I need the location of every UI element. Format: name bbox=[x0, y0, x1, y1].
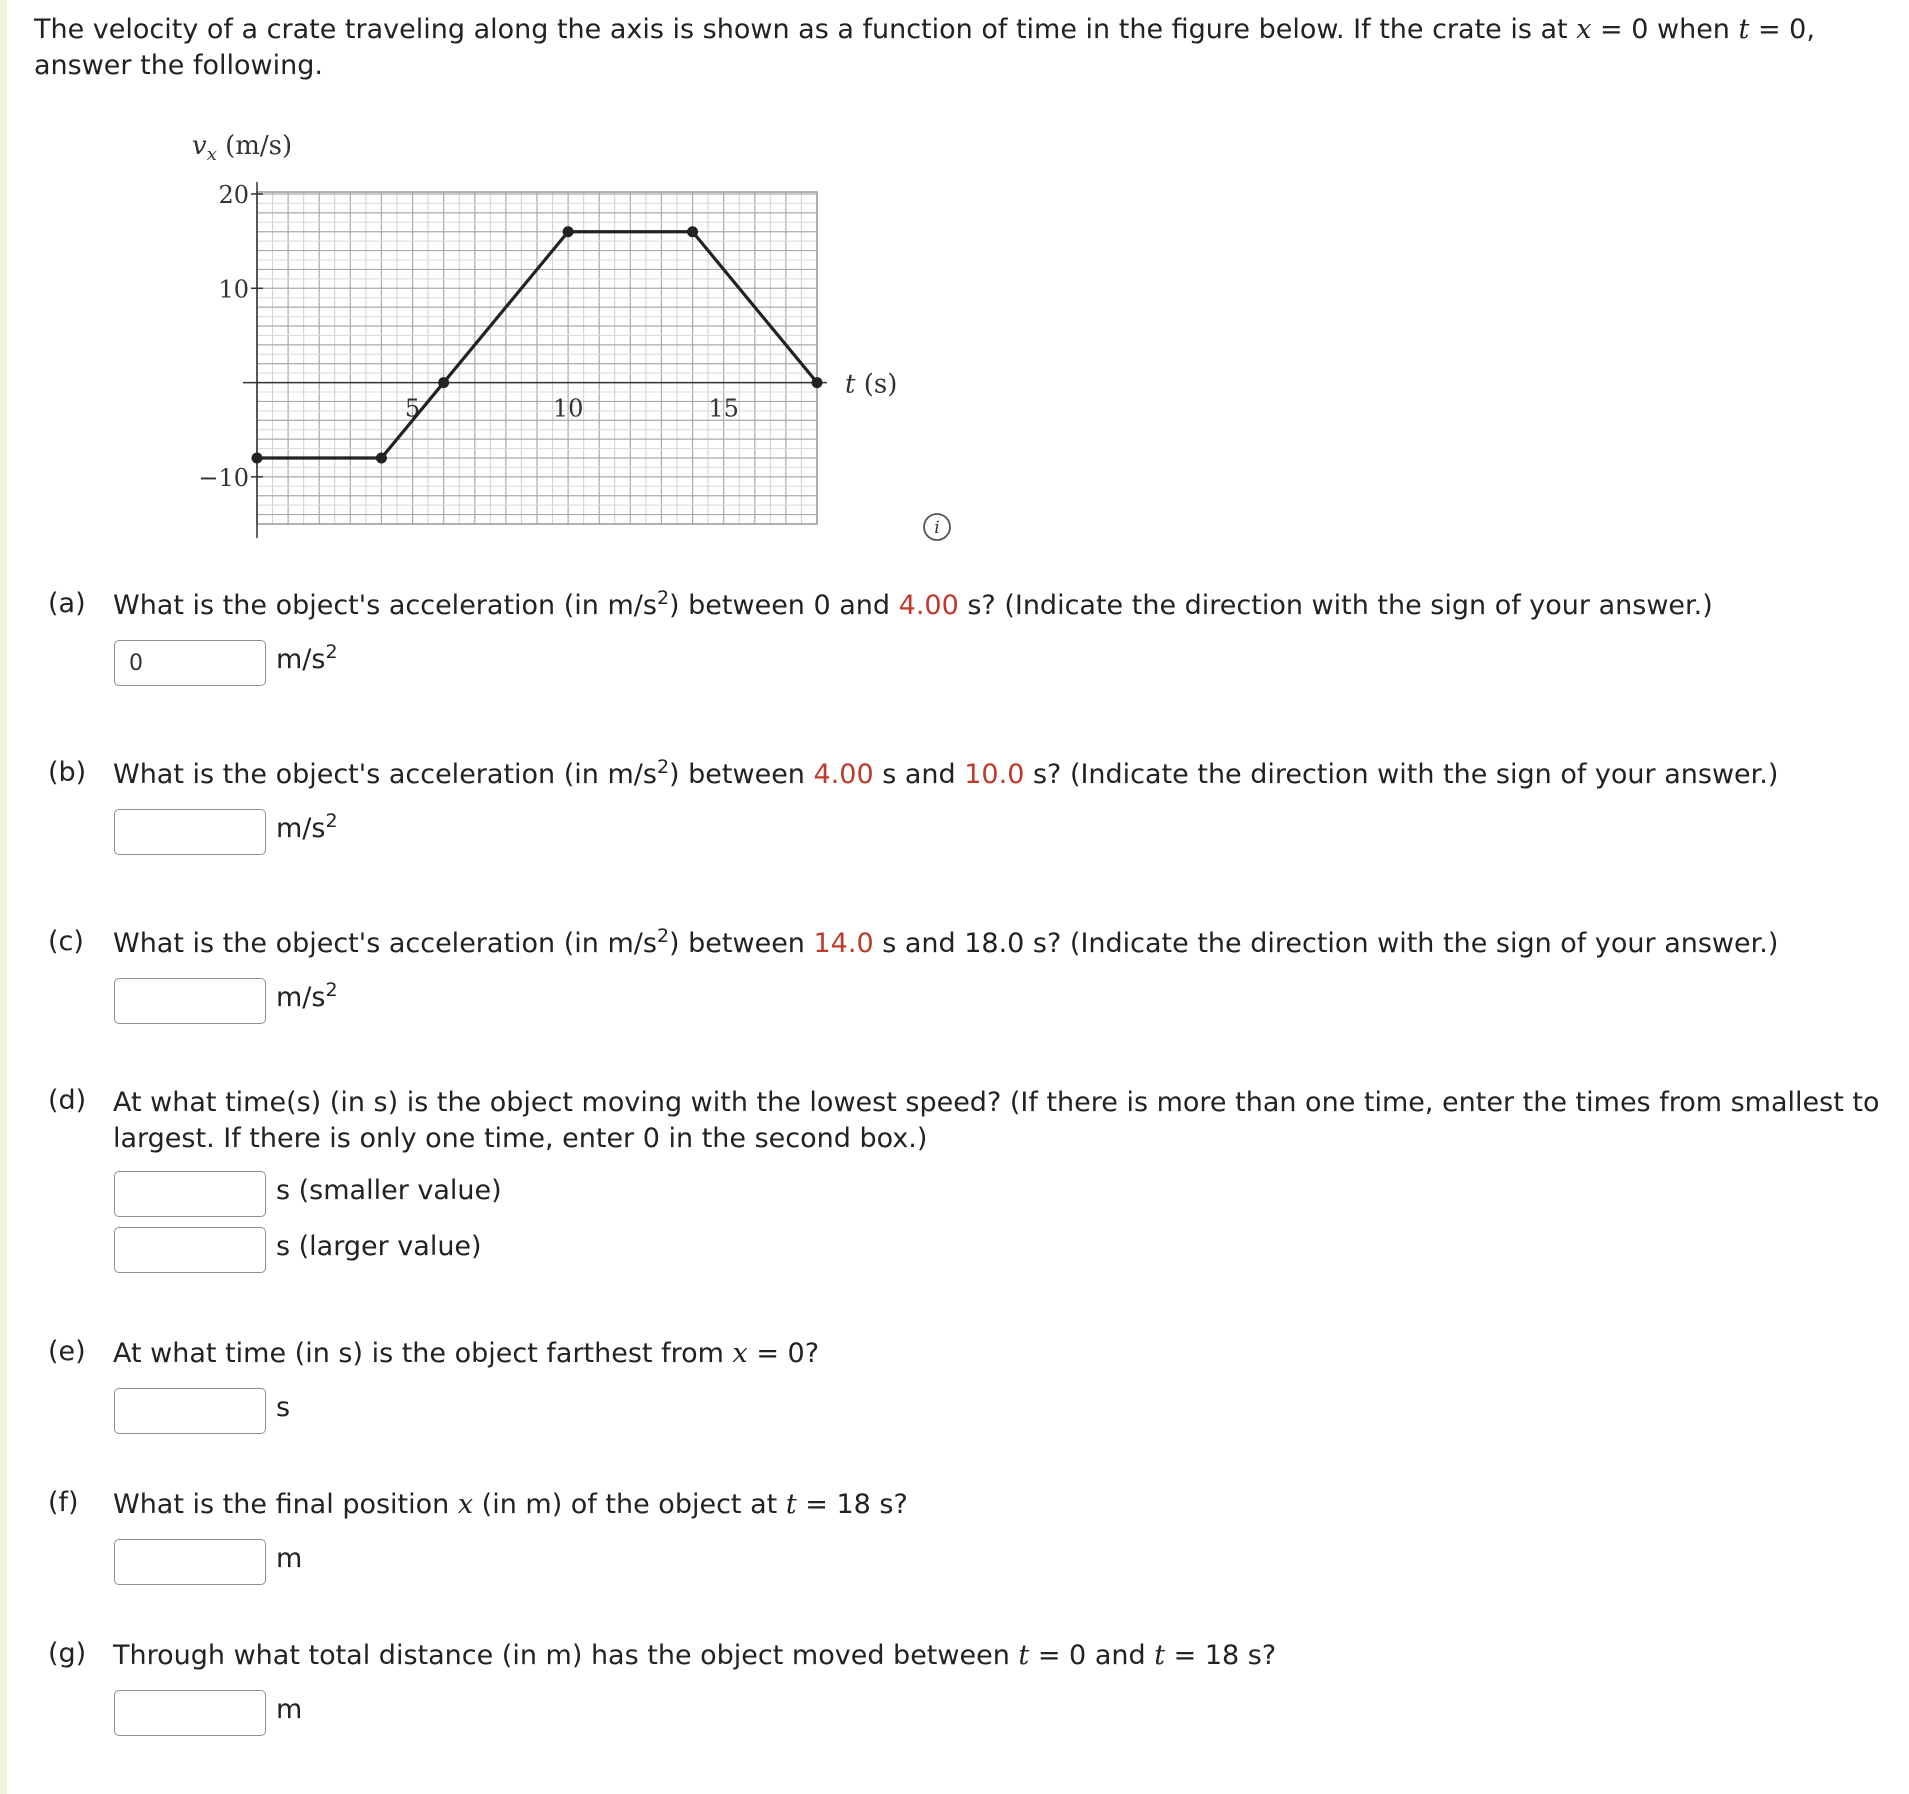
question-label: (d) bbox=[48, 1085, 87, 1116]
unit-text: m bbox=[276, 1543, 303, 1574]
x-tick-label: 10 bbox=[552, 394, 584, 423]
unit-exponent: 2 bbox=[325, 641, 338, 663]
question-text-part: 2 bbox=[656, 587, 670, 609]
answer-input-a[interactable] bbox=[114, 640, 266, 686]
velocity-time-chart bbox=[170, 118, 930, 538]
answer-unit bbox=[276, 1694, 302, 1725]
answer-unit bbox=[276, 1231, 482, 1262]
intro-var-x: x bbox=[1576, 14, 1592, 45]
question-label: (b) bbox=[48, 757, 87, 788]
unit-text: s bbox=[276, 1392, 291, 1423]
info-icon[interactable] bbox=[922, 512, 952, 542]
question-text-part: = 0 and bbox=[1029, 1640, 1155, 1671]
highlighted-value: 4.00 bbox=[898, 590, 959, 621]
y-axis-label: $v_x$ (m/s) bbox=[192, 131, 293, 165]
unit-exponent: 2 bbox=[325, 979, 338, 1001]
question-text-part: t bbox=[1154, 1640, 1166, 1671]
unit-text: s (smaller value) bbox=[276, 1175, 502, 1206]
question-text-part: s? (Indicate the direction with the sign of your answer.) bbox=[958, 590, 1713, 621]
unit-text: m/s bbox=[276, 982, 326, 1013]
question-text-part: What is the final position bbox=[113, 1489, 458, 1520]
question-text-part: What is the object's acceleration (in m/s bbox=[113, 590, 657, 621]
answer-unit bbox=[276, 1543, 302, 1574]
highlighted-value: 4.00 bbox=[813, 759, 874, 790]
question-text-part: (in m) of the object at bbox=[473, 1489, 786, 1520]
answer-input-e[interactable] bbox=[114, 1388, 266, 1434]
question-text-part: What is the object's acceleration (in m/s bbox=[113, 928, 657, 959]
x-tick-label: 15 bbox=[708, 394, 739, 423]
problem-intro bbox=[34, 12, 1884, 84]
velocity-data-point bbox=[438, 377, 449, 388]
question-text-part: 2 bbox=[656, 756, 670, 778]
intro-text-3: = 0, answer the following. bbox=[34, 14, 1815, 81]
answer-input-c[interactable] bbox=[114, 978, 266, 1024]
question-text bbox=[113, 926, 1893, 962]
question-text-part: = 18 s? bbox=[796, 1489, 908, 1520]
question-text-part: ) between 0 and bbox=[669, 590, 899, 621]
question-text-part: ) between bbox=[669, 759, 814, 790]
question-text-part: At what time (in s) is the object farthest from bbox=[113, 1338, 733, 1369]
answer-input-g[interactable] bbox=[114, 1690, 266, 1736]
question-text-part: t bbox=[785, 1489, 797, 1520]
velocity-data-point bbox=[687, 226, 698, 237]
question-text-part: s? (Indicate the direction with the sign of your answer.) bbox=[1024, 759, 1779, 790]
info-icon-glyph: i bbox=[934, 518, 940, 538]
question-label: (e) bbox=[48, 1336, 86, 1367]
question-text-part: Through what total distance (in m) has the object moved between bbox=[113, 1640, 1019, 1671]
y-tick-label: 10 bbox=[218, 275, 249, 304]
question-text bbox=[113, 1638, 1893, 1674]
answer-unit bbox=[276, 1175, 502, 1206]
velocity-data-point bbox=[812, 377, 823, 388]
answer-unit bbox=[276, 810, 338, 844]
left-margin-bar bbox=[0, 0, 7, 1794]
question-text-part: 2 bbox=[656, 925, 670, 947]
question-label: (c) bbox=[48, 926, 84, 957]
highlighted-value: 10.0 bbox=[964, 759, 1025, 790]
y-tick-label: 20 bbox=[218, 181, 249, 209]
question-text-part: t bbox=[1018, 1640, 1030, 1671]
question-text bbox=[113, 1085, 1893, 1157]
question-text bbox=[113, 1487, 1893, 1523]
highlighted-value: 14.0 bbox=[813, 928, 874, 959]
intro-text-1: The velocity of a crate traveling along the axis is shown as a function of time in the figure below. If the crate is at bbox=[34, 14, 1577, 45]
intro-text-2: = 0 when bbox=[1591, 14, 1739, 45]
intro-var-t: t bbox=[1738, 14, 1750, 45]
unit-text: m/s bbox=[276, 813, 326, 844]
x-tick-label: 5 bbox=[404, 394, 421, 423]
question-text-part: = 18 s? bbox=[1165, 1640, 1277, 1671]
velocity-data-point bbox=[252, 453, 263, 464]
question-text-part: s and bbox=[873, 759, 965, 790]
unit-text: m/s bbox=[276, 644, 326, 675]
answer-unit bbox=[276, 979, 338, 1013]
question-text-part: What is the object's acceleration (in m/s bbox=[113, 759, 657, 790]
unit-text: m bbox=[276, 1694, 303, 1725]
answer-unit bbox=[276, 641, 338, 675]
question-text bbox=[113, 1336, 1893, 1372]
answer-unit bbox=[276, 1392, 290, 1423]
question-label: (g) bbox=[48, 1638, 87, 1669]
question-label: (a) bbox=[48, 588, 86, 619]
answer-input-d-2[interactable] bbox=[114, 1227, 266, 1273]
answer-input-f[interactable] bbox=[114, 1539, 266, 1585]
unit-text: s (larger value) bbox=[276, 1231, 482, 1262]
question-text-part: s and 18.0 s? (Indicate the direction with the sign of your answer.) bbox=[873, 928, 1779, 959]
question-text-part: At what time(s) (in s) is the object moving with the lowest speed? (If there is more than one time, enter the times from smallest to largest. If there is only one time, enter 0 in the second box.) bbox=[113, 1087, 1880, 1154]
question-label: (f) bbox=[48, 1487, 79, 1518]
question-text-part: x bbox=[457, 1489, 474, 1520]
question-text bbox=[113, 588, 1893, 624]
question-text bbox=[113, 757, 1893, 793]
velocity-data-point bbox=[376, 453, 387, 464]
question-text-part: ) between bbox=[669, 928, 814, 959]
velocity-data-point bbox=[563, 226, 574, 237]
x-axis-label: t (s) bbox=[845, 369, 898, 400]
y-tick-label: −10 bbox=[198, 463, 249, 492]
answer-input-b[interactable] bbox=[114, 809, 266, 855]
unit-exponent: 2 bbox=[325, 810, 338, 832]
question-text-part: x bbox=[732, 1338, 748, 1369]
answer-input-d-1[interactable] bbox=[114, 1171, 266, 1217]
question-text-part: = 0? bbox=[747, 1338, 820, 1369]
